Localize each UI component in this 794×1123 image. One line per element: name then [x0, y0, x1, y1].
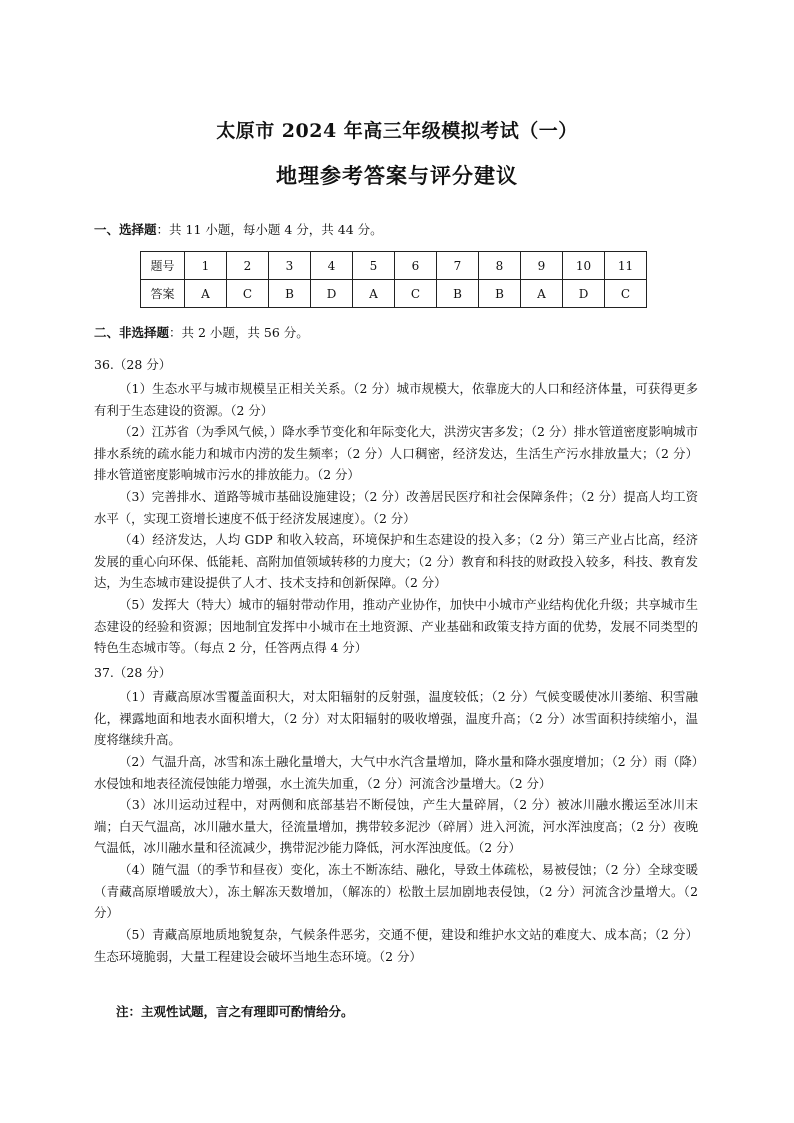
question-number: 7	[437, 252, 479, 280]
question-number: 5	[353, 252, 395, 280]
section-nonchoice-desc: ：共 2 小题，共 56 分。	[169, 325, 309, 340]
question-number: 11	[605, 252, 647, 280]
page-subtitle: 地理参考答案与评分建议	[276, 163, 518, 188]
row-label-answer: 答案	[141, 280, 185, 308]
section-choice-label: 一、选择题	[94, 222, 157, 237]
q37-answer-1: （1）青藏高原冰雪覆盖面积大，对太阳辐射的反射强，温度较低；（2 分）气候变暖使冰川萎缩、积雪融化，裸露地面和地表水面积增大，（2 分）对太阳辐射的吸收增强，温度升高；（2 分）冰雪面积持续缩小，温度将继续升高。	[94, 689, 698, 747]
section-choice-desc: ：共 11 小题，每小题 4 分，共 44 分。	[156, 222, 383, 237]
q37-answer-2: （2）气温升高，冰雪和冻土融化量增大，大气中水汽含量增加，降水量和降水强度增加；（2 分）雨（降）水侵蚀和地表径流侵蚀能力增强，水土流失加重，（2 分）河流含沙量增大。（2 分）	[94, 754, 698, 791]
q36-header: 36.（28 分）	[94, 357, 172, 372]
answer-table-row-numbers	[141, 252, 647, 280]
question-number: 8	[479, 252, 521, 280]
answer-cell: B	[269, 280, 311, 308]
answer-cell: A	[185, 280, 227, 308]
q36-answer-2: （2）江苏省（为季风气候，）降水季节变化和年际变化大，洪涝灾害多发；（2 分）排水管道密度影响城市排水系统的疏水能力和城市内涝的发生频率；（2 分）人口稠密，经济发达，生活生产污水排放量大；（2 分）排水管道密度影响城市污水的排放能力。（2 分）	[94, 424, 698, 482]
section-choice-heading	[94, 222, 383, 238]
q37-answer-5: （5）青藏高原地质地貌复杂，气候条件恶劣，交通不便，建设和维护水文站的难度大、成本高；（2 分）生态环境脆弱，大量工程建设会破坏当地生态环境。（2 分）	[94, 927, 698, 964]
q36-answer-3: （3）完善排水、道路等城市基础设施建设；（2 分）改善居民医疗和社会保障条件；（2 分）提高人均工资水平（，实现工资增长速度不低于经济发展速度）。（2 分）	[94, 489, 698, 526]
answer-cell: D	[311, 280, 353, 308]
row-label-number: 题号	[141, 252, 185, 280]
answer-cell: A	[353, 280, 395, 308]
answer-cell: B	[479, 280, 521, 308]
answer-table	[140, 251, 647, 308]
page-title: 太原市 2024 年高三年级模拟考试（一）	[216, 120, 578, 142]
q36-answer-4: （4）经济发达，人均 GDP 和收入较高，环境保护和生态建设的投入多；（2 分）第三产业占比高，经济发展的重心向环保、低能耗、高附加值领域转移的力度大；（2 分）教育和科技的财政投入较多，科技、教育发达，为生态城市建设提供了人才、技术支持和创新保障。（2 分）	[94, 532, 698, 590]
answer-table-row-answers	[141, 280, 647, 308]
answer-cell: C	[395, 280, 437, 308]
answer-cell: A	[521, 280, 563, 308]
q36-answer-5: （5）发挥大（特大）城市的辐射带动作用，推动产业协作，加快中小城市产业结构优化升级；共享城市生态建设的经验和资源；因地制宜发挥中小城市在土地资源、产业基础和政策支持方面的优势，发展不同类型的特色生态城市等。（每点 2 分，任答两点得 4 分）	[94, 597, 698, 655]
q37-header: 37.（28 分）	[94, 665, 172, 680]
grading-note: 注：主观性试题，言之有理即可酌情给分。	[116, 1004, 354, 1019]
section-nonchoice-heading	[94, 325, 309, 341]
q37-answer-3: （3）冰川运动过程中，对两侧和底部基岩不断侵蚀，产生大量碎屑，（2 分）被冰川融水搬运至冰川末端；白天气温高，冰川融水量大，径流量增加，携带较多泥沙（碎屑）进入河流，河水浑浊度高；（2 分）夜晚气温低，冰川融水量和径流减少，携带泥沙能力降低，河水浑浊度低。（2 分）	[94, 797, 698, 855]
answer-cell: D	[563, 280, 605, 308]
question-number: 2	[227, 252, 269, 280]
question-number: 10	[563, 252, 605, 280]
answer-cell: C	[227, 280, 269, 308]
q37-answer-4: （4）随气温（的季节和昼夜）变化，冻土不断冻结、融化，导致土体疏松，易被侵蚀；（2 分）全球变暖（青藏高原增暖放大），冻土解冻天数增加，（解冻的）松散土层加剧地表侵蚀，（2 分）河流含沙量增大。（2 分）	[94, 862, 698, 920]
answer-cell: C	[605, 280, 647, 308]
q36-answer-1: （1）生态水平与城市规模呈正相关关系。（2 分）城市规模大，依靠庞大的人口和经济体量，可获得更多有利于生态建设的资源。（2 分）	[94, 381, 698, 418]
answer-cell: B	[437, 280, 479, 308]
question-number: 3	[269, 252, 311, 280]
question-number: 6	[395, 252, 437, 280]
section-nonchoice-label: 二、非选择题	[94, 325, 170, 340]
question-number: 4	[311, 252, 353, 280]
question-number: 1	[185, 252, 227, 280]
question-number: 9	[521, 252, 563, 280]
